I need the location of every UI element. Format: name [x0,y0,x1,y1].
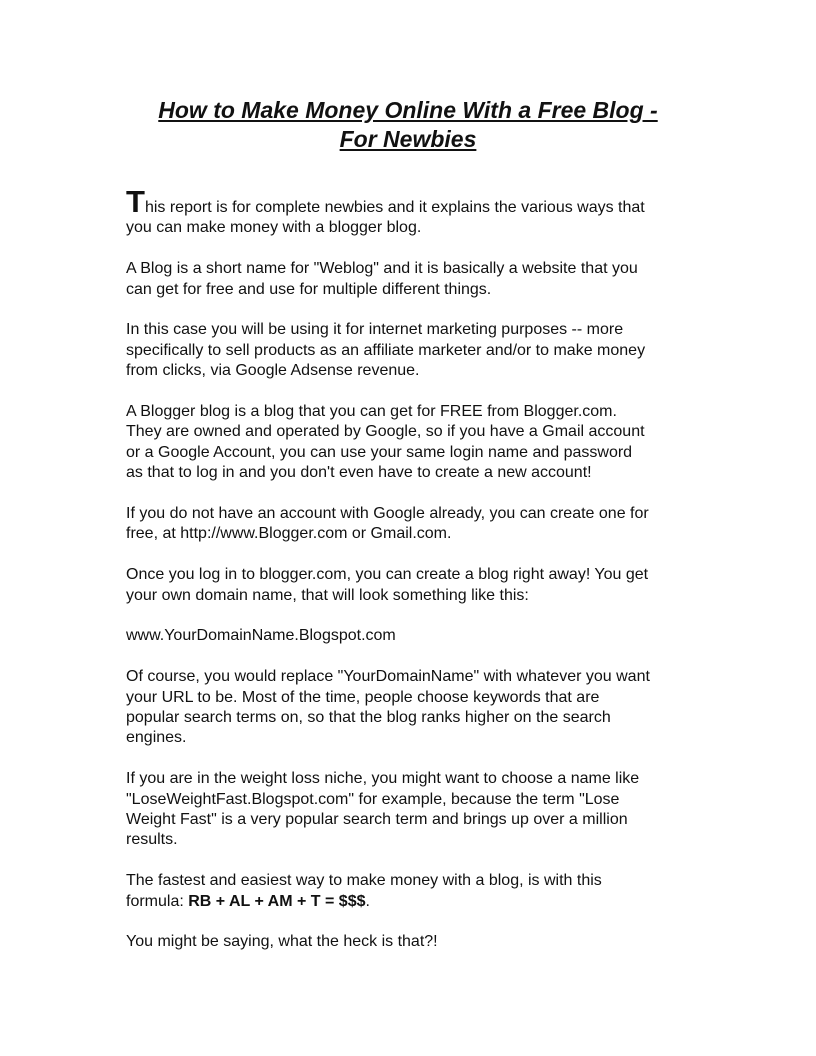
text-line: from clicks, via Google Adsense revenue. [126,362,420,380]
text-line: If you do not have an account with Google already, you can create one for [126,505,649,523]
text-line: Once you log in to blogger.com, you can create a blog right away! You get [126,566,649,584]
paragraph [126,667,726,749]
text-line: You might be saying, what the heck is that?! [126,933,438,951]
text-line: you can make money with a blogger blog. [126,219,422,237]
text-line: or a Google Account, you can use your same login name and password [126,443,633,461]
paragraph [126,259,726,300]
document-body [126,186,726,973]
text-line: specifically to sell products as an affiliate marketer and/or to make money [126,341,646,359]
drop-cap: T [126,184,145,219]
paragraph [126,932,726,952]
text-line: If you are in the weight loss niche, you might want to choose a name like [126,770,640,788]
text-line: can get for free and use for multiple different things. [126,280,492,298]
paragraph [126,402,726,484]
paragraph [126,320,726,381]
text-line: your URL to be. Most of the time, people choose keywords that are [126,688,600,706]
paragraph-example-url [126,626,726,646]
text-line: www.YourDomainName.Blogspot.com [126,627,396,645]
text-line: your own domain name, that will look something like this: [126,586,529,604]
paragraph [126,769,726,851]
paragraph-formula [126,871,726,912]
formula-prefix: formula: [126,892,189,910]
text-line: Weight Fast" is a very popular search term and brings up over a million [126,811,628,829]
text-line: Of course, you would replace "YourDomainName" with whatever you want [126,668,650,686]
text-line: "LoseWeightFast.Blogspot.com" for example, because the term "Lose [126,790,620,808]
document-title [100,96,716,154]
text-line: In this case you will be using it for internet marketing purposes -- more [126,321,624,339]
text-line [126,892,726,912]
text-line: A Blogger blog is a blog that you can get for FREE from Blogger.com. [126,403,617,421]
formula: RB + AL + AM + T = $$$ [188,892,366,910]
text-line: his report is for complete newbies and it explains the various ways that [144,199,645,216]
text-line: as that to log in and you don't even have to create a new account! [126,464,592,482]
title-line-2: For Newbies [339,126,477,152]
formula-suffix: . [365,892,370,910]
text-line: A Blog is a short name for "Weblog" and it is basically a website that you [126,260,638,278]
paragraph-intro [126,186,726,239]
text-line: engines. [126,729,187,747]
paragraph [126,504,726,545]
text-line: free, at http://www.Blogger.com or Gmail.com. [126,525,452,543]
text-line: The fastest and easiest way to make money with a blog, is with this [126,872,602,890]
text-line: They are owned and operated by Google, so if you have a Gmail account [126,423,645,441]
paragraph [126,565,726,606]
title-line-1: How to Make Money Online With a Free Blog - [158,97,658,123]
text-line: results. [126,831,178,849]
text-line: popular search terms on, so that the blog ranks higher on the search [126,709,611,727]
text-line [126,184,726,219]
